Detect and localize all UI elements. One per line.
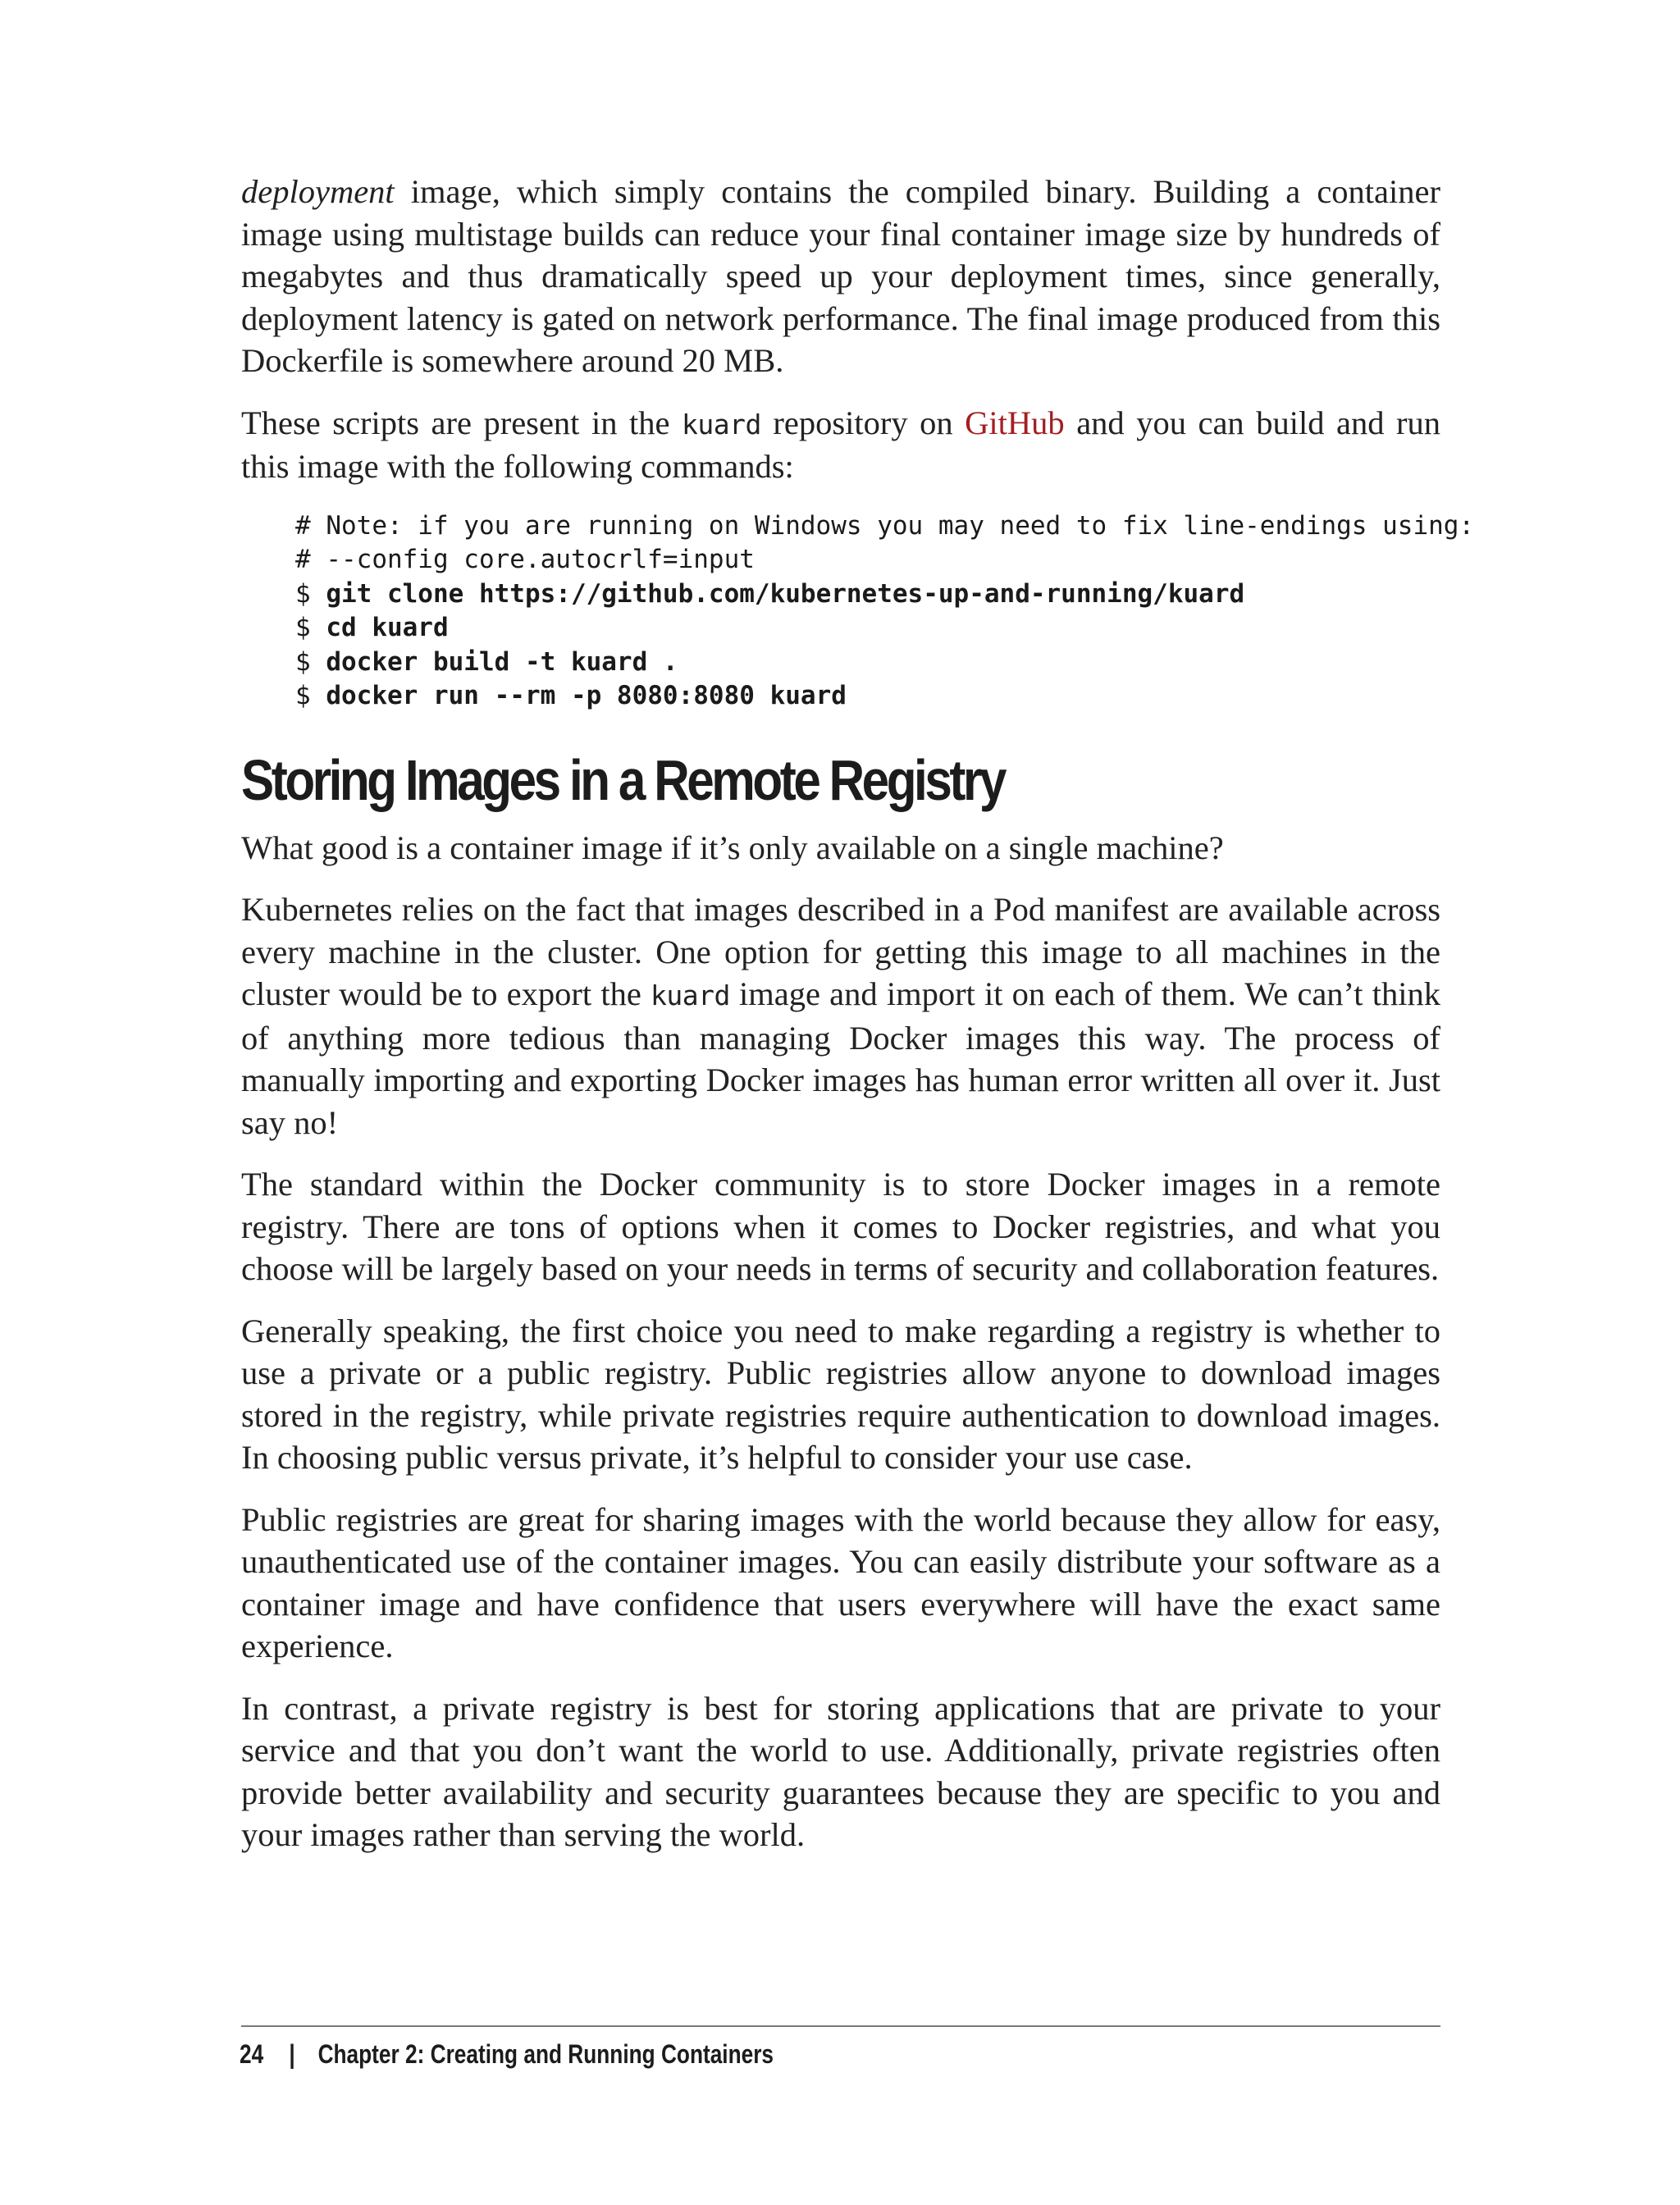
shell-prompt: $	[295, 646, 326, 677]
shell-prompt: $	[295, 681, 326, 710]
paragraph-text: image, which simply contains the compiled binary. Building a container image using multistage builds can reduce your final container image size by hundreds of megabytes and thus dramatically speed up your deployment times, since generally, deployment latency is gated on network performance. The final image produced from this Dockerfile is somewhere around 20 MB.	[241, 173, 1440, 379]
paragraph-public-registries: Public registries are great for sharing images with the world because they allow for easy, unauthenticated use of the container images. You can easily distribute your software as a container image and have confidence that users everywhere will have the exact same experience.	[241, 1500, 1440, 1664]
section-heading: Storing Images in a Remote Registry	[241, 747, 1005, 812]
paragraph-text: image and import it on each of them. We can’t think of anything more tedious than managing Docker images this way. The process of manually importing and exporting Docker images has human error written all over it. Just say no!	[241, 975, 1440, 1141]
paragraph-private-registries: In contrast, a private registry is best for storing applications that are private to your service and that you don’t want the world to use. Additionally, private registries often provide better availability and security guarantees because they are specific to you and your images rather than serving the world.	[241, 1689, 1440, 1853]
page-footer	[240, 2038, 774, 2070]
paragraph-text: and you can build and run this image with the following commands:	[241, 404, 1440, 485]
paragraph-text: Kubernetes relies on the fact that images described in a Pod manifest are available across every machine in the cluster. One option for getting this image to all machines in the cluster would be to export the	[241, 891, 1440, 1012]
code-command-line	[295, 578, 1440, 612]
paragraph-deployment-image	[241, 171, 1440, 382]
emphasis-deployment: deployment	[241, 173, 395, 210]
shell-prompt: $	[295, 613, 326, 642]
code-command-line	[295, 646, 1440, 680]
page-body	[241, 171, 1475, 1876]
command-docker-build: docker build -t kuard .	[326, 646, 678, 677]
paragraph-text: repository on	[760, 404, 966, 441]
code-command-line	[295, 611, 1440, 646]
github-link[interactable]: GitHub	[965, 404, 1065, 441]
command-git-clone: git clone https://github.com/kubernetes-up-and-running/kuard	[326, 578, 1245, 609]
paragraph-kubernetes-relies	[241, 888, 1440, 1144]
paragraph-question: What good is a container image if it’s only available on a single machine?	[241, 829, 1224, 866]
code-command-line	[295, 679, 1440, 714]
code-block-commands	[295, 509, 1475, 714]
shell-prompt: $	[295, 578, 326, 609]
command-cd: cd kuard	[326, 613, 449, 642]
paragraph-text: These scripts are present in the	[241, 404, 682, 441]
page-number: 24	[240, 2039, 264, 2069]
code-comment-line: # --config core.autocrlf=input	[295, 545, 755, 574]
inline-code-kuard: kuard	[682, 408, 761, 441]
inline-code-kuard: kuard	[650, 979, 730, 1011]
paragraph-build-instructions	[241, 402, 1440, 488]
paragraph-public-vs-private: Generally speaking, the first choice you need to make regarding a registry is whether to use a private or a public registry. Public registries allow anyone to download images stored in the registry, while private registries require authentication to download images. In choosing public versus private, it’s helpful to consider your use case.	[241, 1312, 1440, 1476]
paragraph-standard-registry: The standard within the Docker community is to store Docker images in a remote registry. There are tons of options when it comes to Docker registries, and what you choose will be largely based on your needs in terms of security and collaboration features.	[241, 1166, 1440, 1287]
chapter-title: Chapter 2: Creating and Running Containers	[317, 2039, 774, 2069]
footer-divider	[241, 2025, 1440, 2027]
command-docker-run: docker run --rm -p 8080:8080 kuard	[326, 681, 847, 710]
footer-separator: |	[289, 2039, 295, 2069]
code-comment-line: # Note: if you are running on Windows you may need to fix line-endings using:	[295, 510, 1475, 541]
